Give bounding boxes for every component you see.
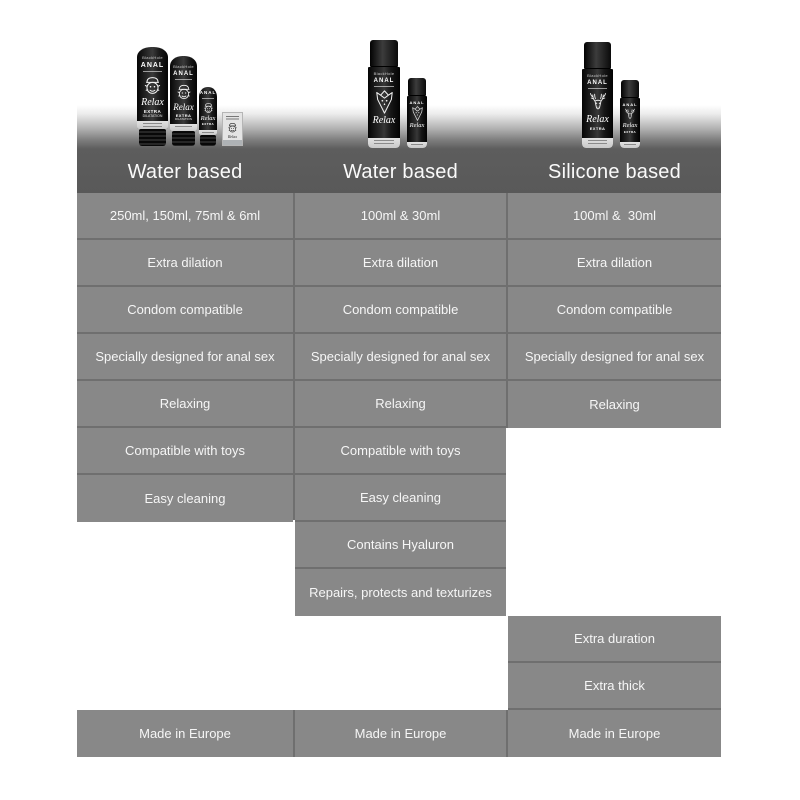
script-text: Relax <box>409 122 425 129</box>
wolf-artwork-icon <box>374 90 395 114</box>
cell-text: Compatible with toys <box>340 443 461 458</box>
script-text: Relax <box>622 122 638 129</box>
cell-text: Made in Europe <box>139 726 231 741</box>
cell-text: Made in Europe <box>354 726 447 741</box>
script-text: Relax <box>141 97 164 108</box>
water-tube-small <box>199 87 217 146</box>
tube-cap <box>139 129 165 146</box>
cell-text: Repairs, protects and texturizes <box>309 585 492 600</box>
label-divider <box>202 98 213 99</box>
table-cell <box>295 240 506 287</box>
script-text: Relax <box>586 114 609 125</box>
cell-text: Easy cleaning <box>360 490 441 505</box>
cell-text: 100ml & 30ml <box>360 208 441 223</box>
product-name-text: ANAL <box>587 80 608 86</box>
cell-text: Extra dilation <box>362 255 439 270</box>
script-text: Relax <box>372 115 396 126</box>
label-band <box>199 130 217 135</box>
tube-label <box>137 47 168 129</box>
bottle-cap <box>584 42 612 69</box>
cell-text: Relaxing <box>589 397 640 412</box>
feature-text: EXTRA <box>175 113 192 118</box>
cell-text: Extra thick <box>584 678 645 693</box>
label-divider <box>588 88 607 89</box>
table-cell <box>508 287 721 334</box>
script-text: Relax <box>200 114 216 122</box>
gorilla-artwork-icon <box>227 122 238 133</box>
table-cell <box>77 240 293 287</box>
label-band <box>620 142 640 148</box>
label-band <box>368 138 400 148</box>
cell-text: Made in Europe <box>568 726 661 741</box>
tube-cap <box>200 135 215 146</box>
cell-text: Extra duration <box>574 631 655 646</box>
column-divider <box>293 710 295 757</box>
table-cell <box>295 287 506 334</box>
water-bottle-small <box>407 78 427 148</box>
cell-text: Condom compatible <box>342 302 459 317</box>
table-cell <box>77 334 293 381</box>
table-cell <box>77 287 293 334</box>
product-name-text: ANAL <box>373 78 395 84</box>
water-bottle-large <box>368 40 400 148</box>
bottle-label <box>368 67 400 148</box>
sachet-fine-print <box>226 116 239 120</box>
cell-text: Specially designed for anal sex <box>310 349 491 364</box>
brand-text: BlackHole <box>173 64 194 69</box>
table-cell <box>77 428 293 475</box>
table-cell <box>295 569 506 616</box>
bottle-label <box>582 69 613 148</box>
gorilla-artwork-icon <box>203 102 214 114</box>
feature-text: EXTRA <box>623 129 637 134</box>
product-name-text: ANAL <box>140 62 165 69</box>
table-cell <box>508 710 721 757</box>
table-cell <box>508 334 721 381</box>
label-divider <box>143 71 162 72</box>
cell-text: Condom compatible <box>556 302 673 317</box>
bottle-label <box>407 96 427 148</box>
brand-text: BlackHole <box>142 55 163 60</box>
table-cell <box>295 710 506 757</box>
table-cell <box>295 381 506 428</box>
table-cell <box>77 475 293 522</box>
sachet-band <box>223 140 242 145</box>
cell-text: Specially designed for anal sex <box>524 349 705 364</box>
table-cell <box>77 193 293 240</box>
table-cell <box>508 193 721 240</box>
silicone-bottle-small <box>620 80 640 148</box>
cell-text: Easy cleaning <box>144 491 226 506</box>
gorilla-artwork-icon <box>143 75 162 96</box>
label-divider <box>374 86 394 87</box>
column-header-silicone-based: Silicone based <box>548 160 681 183</box>
deer-artwork-icon <box>624 108 636 121</box>
tube-label <box>199 87 217 135</box>
table-cell <box>295 334 506 381</box>
feature-sub-text: DILATATION <box>142 113 163 118</box>
cell-text: Contains Hyaluron <box>347 537 454 552</box>
water-tube-large <box>137 47 168 146</box>
deer-artwork-icon <box>588 92 608 113</box>
column-divider <box>506 193 508 428</box>
label-divider <box>175 79 192 80</box>
table-cell <box>77 710 293 757</box>
product-name-text: ANAL <box>199 90 217 95</box>
label-band <box>407 142 427 148</box>
cell-text: Compatible with toys <box>125 443 245 458</box>
table-cell <box>508 381 721 428</box>
column-header-water-based-2: Water based <box>343 160 458 183</box>
product-name-text: ANAL <box>409 100 425 105</box>
bottle-cap <box>621 80 639 98</box>
feature-text: EXTRA <box>201 122 215 126</box>
bottle-cap <box>370 40 399 67</box>
table-cell <box>508 616 721 663</box>
table-cell <box>295 522 506 569</box>
table-cell <box>295 475 506 522</box>
table-cell <box>295 193 506 240</box>
feature-sub-text: DILATATION <box>174 117 192 122</box>
script-text: Relax <box>227 134 238 140</box>
silicone-bottle-large <box>582 42 613 148</box>
product-name-text: ANAL <box>622 102 638 107</box>
bottle-label <box>620 98 640 148</box>
label-band <box>170 124 197 131</box>
cell-text: Condom compatible <box>127 302 243 317</box>
script-text: Relax <box>173 102 194 112</box>
label-band <box>137 121 168 129</box>
tube-cap <box>172 131 195 146</box>
column-divider <box>293 193 295 520</box>
cell-text: Extra dilation <box>576 255 653 270</box>
feature-text: EXTRA <box>589 126 606 131</box>
gorilla-artwork-icon <box>176 83 192 101</box>
cell-text: 100ml & 30ml <box>572 208 657 223</box>
cell-text: Relaxing <box>159 396 211 411</box>
feature-text: EXTRA <box>143 109 162 114</box>
cell-text: 250ml, 150ml, 75ml & 6ml <box>109 208 261 223</box>
table-cell <box>77 381 293 428</box>
cell-text: Specially designed for anal sex <box>95 349 275 364</box>
brand-text: BlackHole <box>373 71 395 76</box>
column-divider <box>506 710 508 757</box>
label-band <box>582 138 613 148</box>
tube-label <box>170 56 197 131</box>
bottle-cap <box>408 78 426 96</box>
water-tube-medium <box>170 56 197 146</box>
column-header-water-based-1: Water based <box>127 160 243 183</box>
cell-text: Relaxing <box>375 396 426 411</box>
table-cell <box>295 428 506 475</box>
table-cell <box>508 663 721 710</box>
brand-text: BlackHole <box>587 73 608 78</box>
table-cell <box>508 240 721 287</box>
cell-text: Extra dilation <box>147 255 223 270</box>
wolf-artwork-icon <box>411 106 424 121</box>
water-sachet <box>222 112 243 146</box>
product-name-text: ANAL <box>173 71 194 77</box>
